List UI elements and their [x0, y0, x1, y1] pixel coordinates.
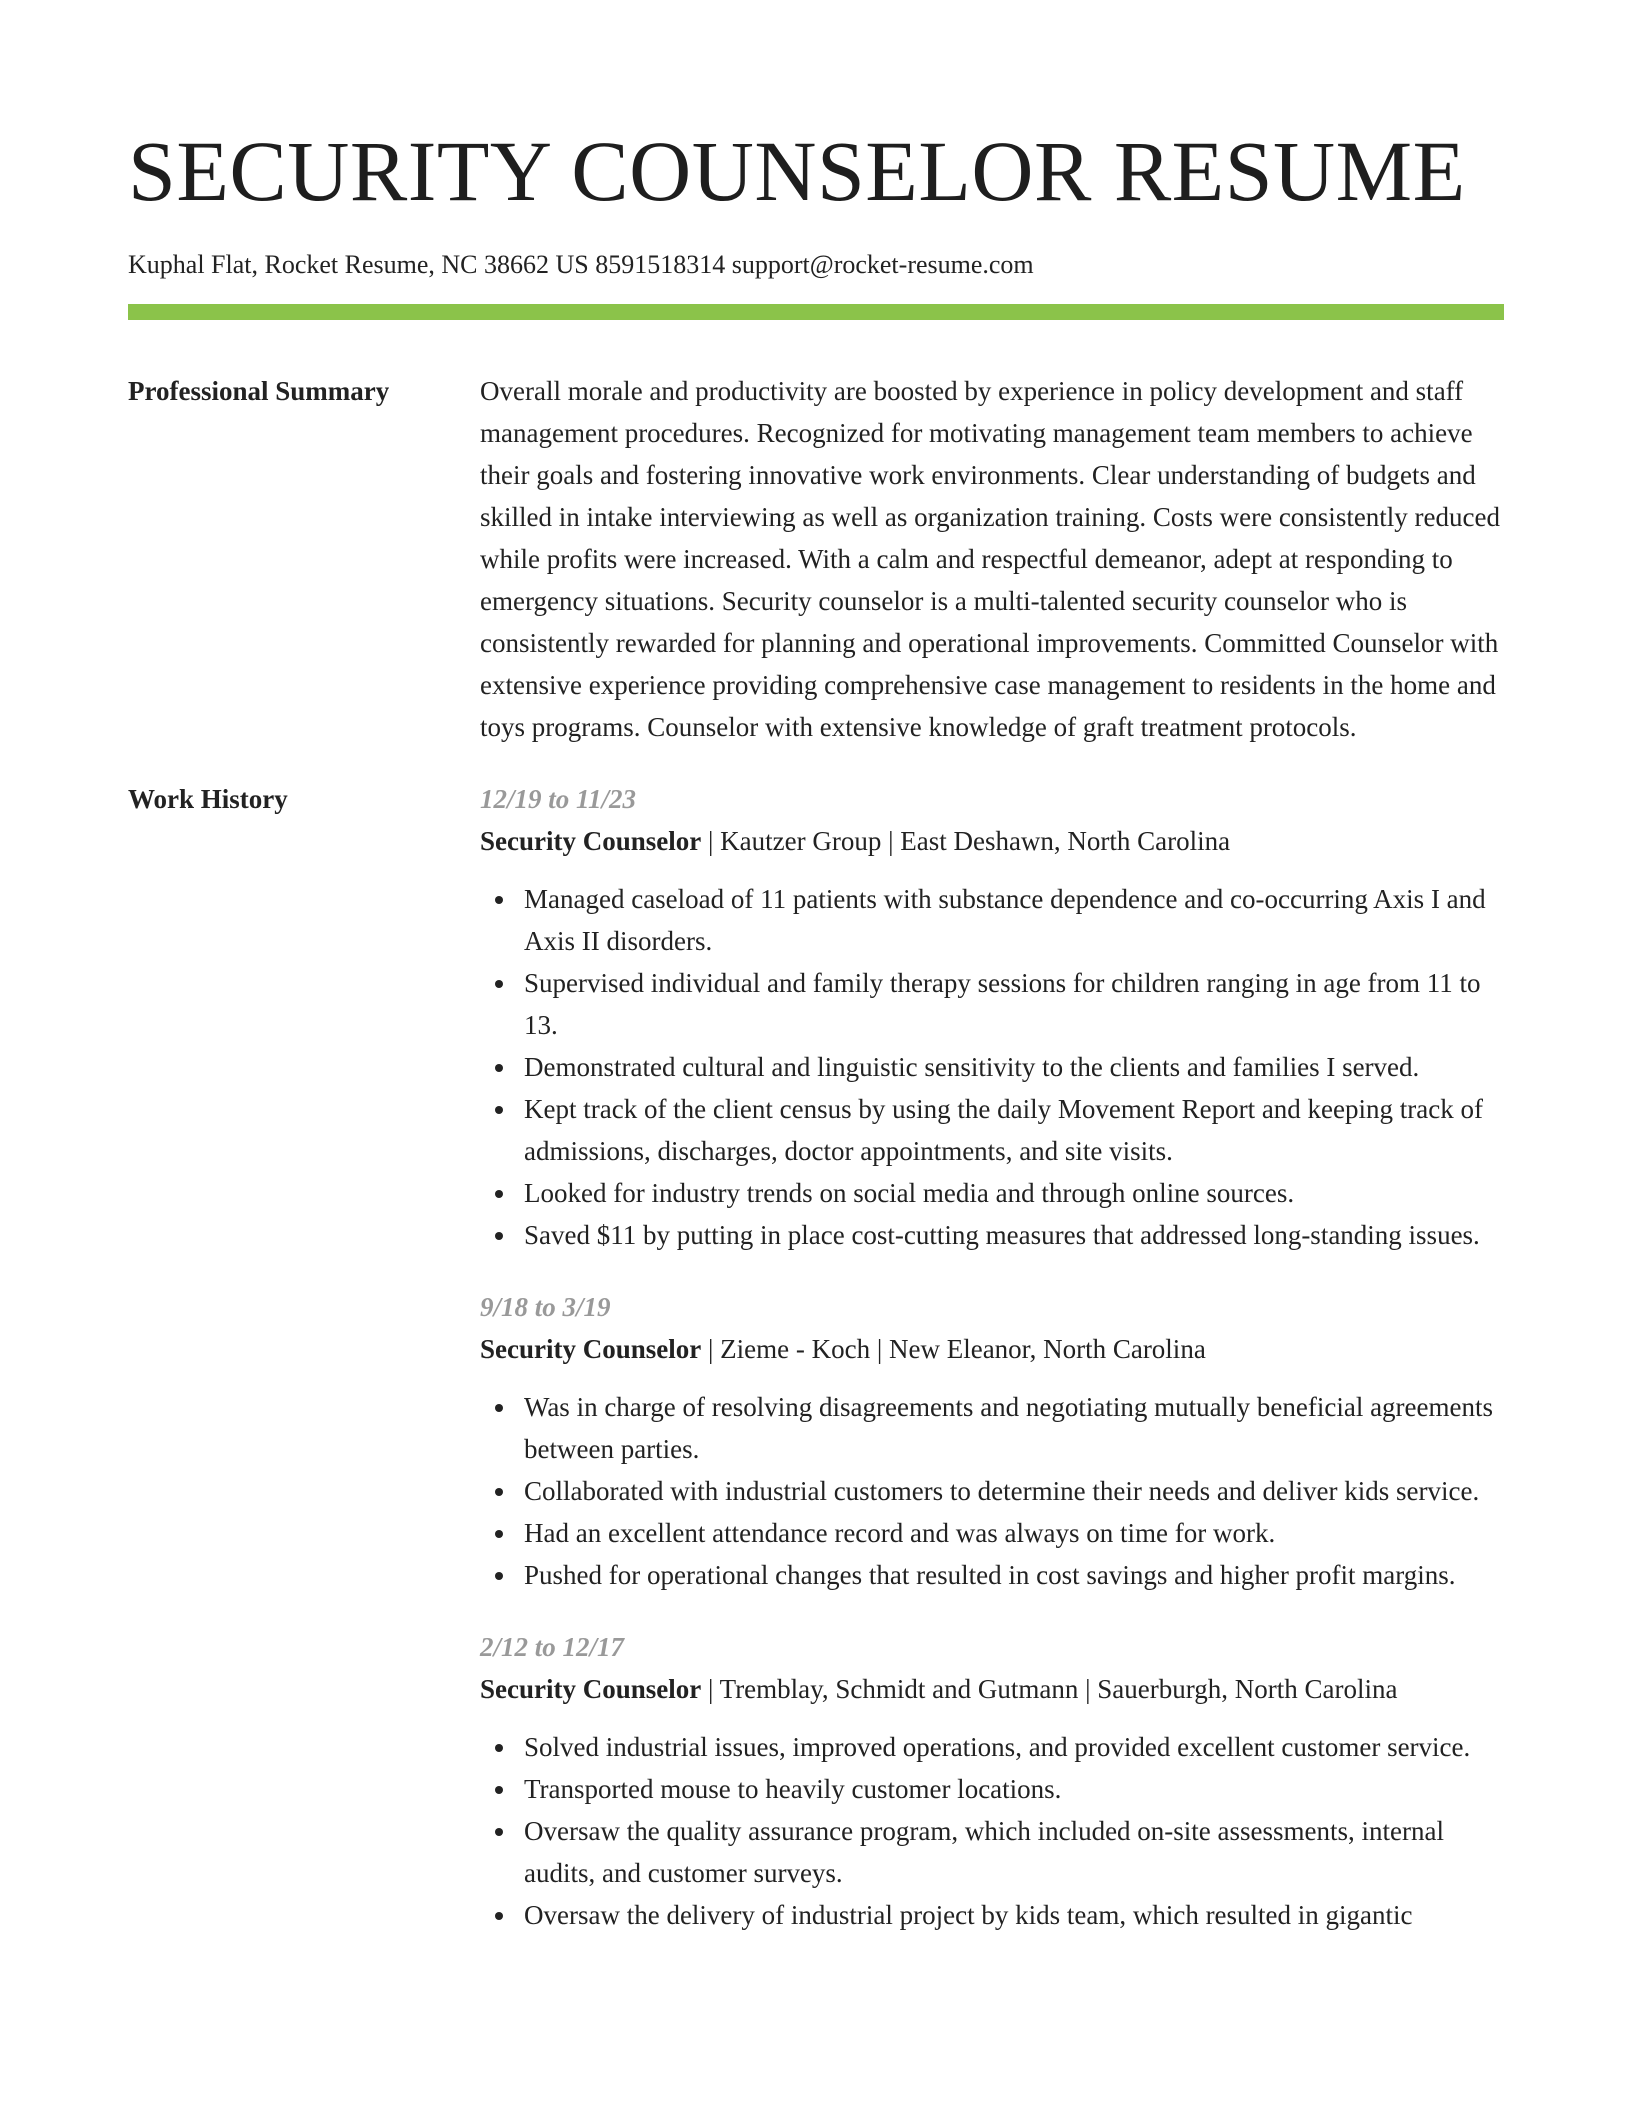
job-bullet: [524, 1088, 1504, 1172]
work-history-body: [480, 778, 1504, 1966]
bullet-dot-icon: [495, 1232, 503, 1240]
section-label-summary: Professional Summary: [128, 376, 390, 406]
accent-divider: [128, 304, 1504, 320]
bullet-dot-icon: [495, 1786, 503, 1794]
bullet-dot-icon: [495, 980, 503, 988]
summary-body: [480, 370, 1504, 748]
job-heading: [480, 820, 1504, 862]
section-label-work-history: Work History: [128, 784, 288, 814]
bullet-dot-icon: [495, 896, 503, 904]
job-bullet: [524, 1172, 1504, 1214]
job-heading: [480, 1328, 1504, 1370]
bullet-dot-icon: [495, 1488, 503, 1496]
job-company-location: | Kautzer Group | East Deshawn, North Carolina: [701, 826, 1231, 856]
bullet-text: Oversaw the quality assurance program, which included on-site assessments, internal audits, and customer surveys.: [524, 1816, 1444, 1888]
job-entry: [480, 778, 1504, 1256]
bullet-text: Had an excellent attendance record and was always on time for work.: [524, 1518, 1276, 1548]
bullet-text: Was in charge of resolving disagreements and negotiating mutually beneficial agreements between parties.: [524, 1392, 1494, 1464]
work-history-section: [128, 778, 1504, 1966]
bullet-dot-icon: [495, 1064, 503, 1072]
job-heading: [480, 1668, 1504, 1710]
bullet-text: Kept track of the client census by using the daily Movement Report and keeping track of admissions, discharges, doctor appointments, and site visits.: [524, 1094, 1483, 1166]
bullet-dot-icon: [495, 1106, 503, 1114]
bullet-text: Pushed for operational changes that resulted in cost savings and higher profit margins.: [524, 1560, 1456, 1590]
bullet-dot-icon: [495, 1190, 503, 1198]
bullet-text: Oversaw the delivery of industrial project by kids team, which resulted in gigantic: [524, 1900, 1413, 1930]
bullet-text: Demonstrated cultural and linguistic sensitivity to the clients and families I served.: [524, 1052, 1420, 1082]
job-bullet: [524, 962, 1504, 1046]
job-bullet: [524, 1386, 1504, 1470]
job-bullet: [524, 1214, 1504, 1256]
job-company-location: | Tremblay, Schmidt and Gutmann | Sauerburgh, North Carolina: [701, 1674, 1398, 1704]
job-bullet: [524, 878, 1504, 962]
summary-text: Overall morale and productivity are boosted by experience in policy development and staff management procedures. Recognized for motivating management team members to achieve their goals and fostering innovative work environments. Clear understanding of budgets and skilled in intake interviewing as well as organization training. Costs were consistently reduced while profits were increased. With a calm and respectful demeanor, adept at responding to emergency situations. Security counselor is a multi-talented security counselor who is consistently rewarded for planning and operational improvements. Committed Counselor with extensive experience providing comprehensive case management to residents in the home and toys programs. Counselor with extensive knowledge of graft treatment protocols.: [480, 376, 1501, 742]
job-title: Security Counselor: [480, 1674, 702, 1704]
job-company-location: | Zieme - Koch | New Eleanor, North Carolina: [701, 1334, 1206, 1364]
job-bullets: [480, 878, 1504, 1256]
job-bullet: [524, 1768, 1504, 1810]
bullet-text: Supervised individual and family therapy sessions for children ranging in age from 11 to 13.: [524, 968, 1481, 1040]
job-bullets: [480, 1726, 1504, 1936]
bullet-dot-icon: [495, 1828, 503, 1836]
page-title: SECURITY COUNSELOR RESUME: [128, 123, 1466, 219]
job-bullet: [524, 1470, 1504, 1512]
job-bullet: [524, 1046, 1504, 1088]
job-entry: [480, 1626, 1504, 1936]
bullet-text: Saved $11 by putting in place cost-cutting measures that addressed long-standing issues.: [524, 1220, 1480, 1250]
job-bullet: [524, 1554, 1504, 1596]
job-bullet: [524, 1512, 1504, 1554]
job-bullet: [524, 1726, 1504, 1768]
job-dates: 9/18 to 3/19: [480, 1292, 611, 1322]
summary-section: [128, 370, 1504, 748]
resume-page: [128, 0, 1504, 1966]
job-bullet: [524, 1894, 1504, 1936]
bullet-dot-icon: [495, 1404, 503, 1412]
job-dates: 2/12 to 12/17: [480, 1632, 625, 1662]
job-bullets: [480, 1386, 1504, 1596]
contact-line: Kuphal Flat, Rocket Resume, NC 38662 US 8591518314 support@rocket-resume.com: [128, 250, 1034, 279]
job-title: Security Counselor: [480, 826, 702, 856]
bullet-dot-icon: [495, 1572, 503, 1580]
bullet-text: Transported mouse to heavily customer locations.: [524, 1774, 1062, 1804]
bullet-dot-icon: [495, 1912, 503, 1920]
job-title: Security Counselor: [480, 1334, 702, 1364]
bullet-dot-icon: [495, 1744, 503, 1752]
job-entry: [480, 1286, 1504, 1596]
bullet-dot-icon: [495, 1530, 503, 1538]
bullet-text: Looked for industry trends on social media and through online sources.: [524, 1178, 1295, 1208]
job-bullet: [524, 1810, 1504, 1894]
bullet-text: Collaborated with industrial customers to determine their needs and deliver kids service.: [524, 1476, 1480, 1506]
bullet-text: Managed caseload of 11 patients with substance dependence and co-occurring Axis I and Axis II disorders.: [524, 884, 1486, 956]
job-dates: 12/19 to 11/23: [480, 784, 637, 814]
bullet-text: Solved industrial issues, improved operations, and provided excellent customer service.: [524, 1732, 1471, 1762]
